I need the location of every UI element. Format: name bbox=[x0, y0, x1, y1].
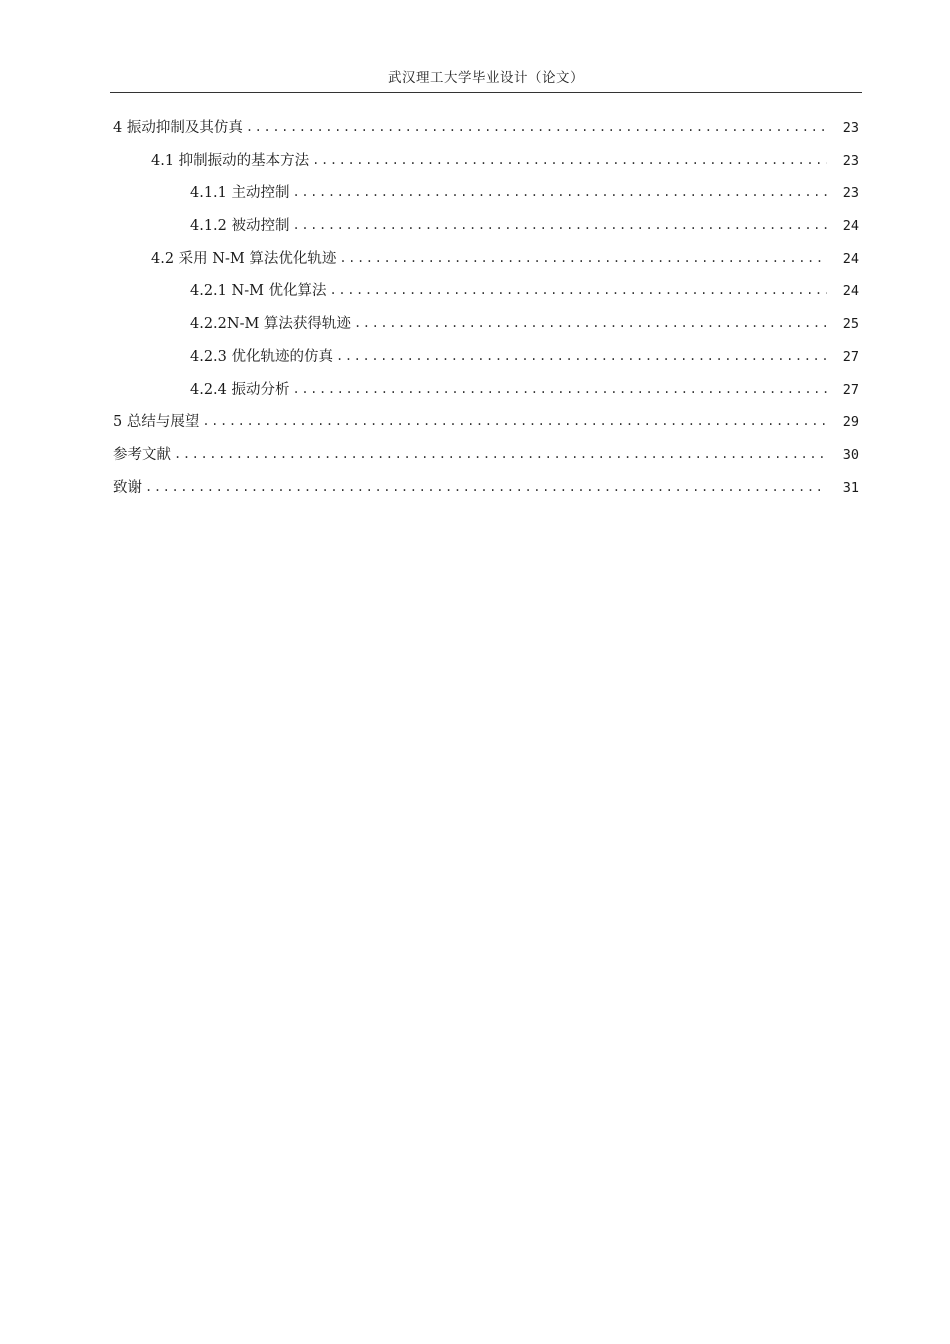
toc-entry-label: 4.2 采用 N-M 算法优化轨迹 bbox=[151, 250, 337, 267]
toc-entry[interactable] bbox=[113, 312, 859, 345]
toc-entry-label: 4.2.3 优化轨迹的仿真 bbox=[190, 348, 334, 365]
toc-entry-label: 4.1.1 主动控制 bbox=[190, 185, 290, 202]
toc-entry-label: 参考文献 bbox=[113, 446, 171, 463]
toc-entry-page: 27 bbox=[842, 381, 859, 398]
toc-entry[interactable] bbox=[113, 476, 859, 509]
toc-entry-label: 4.1 抑制振动的基本方法 bbox=[151, 152, 310, 169]
toc-entry-page: 29 bbox=[842, 414, 859, 431]
toc-entry-page: 24 bbox=[842, 250, 859, 267]
toc-entry-label: 4.2.4 振动分析 bbox=[190, 381, 290, 398]
toc-entry-page: 23 bbox=[842, 152, 859, 169]
toc-entry[interactable] bbox=[113, 378, 859, 411]
toc-dot-leader bbox=[330, 283, 827, 297]
toc-entry-label: 4 振动抑制及其仿真 bbox=[113, 120, 243, 136]
toc-dot-leader bbox=[293, 218, 827, 232]
toc-entry-page: 27 bbox=[842, 348, 859, 365]
toc-dot-leader bbox=[336, 349, 827, 363]
toc-entry-page: 30 bbox=[842, 446, 859, 463]
toc-entry-label: 4.2.1 N-M 优化算法 bbox=[190, 283, 327, 300]
toc-entry-label: 致谢 bbox=[113, 479, 142, 496]
toc-dot-leader bbox=[202, 414, 827, 428]
toc-entry-page: 31 bbox=[842, 479, 859, 496]
toc-entry-page: 25 bbox=[842, 316, 859, 333]
running-header: 武汉理工大学毕业设计（论文） bbox=[388, 70, 584, 86]
toc-dot-leader bbox=[312, 153, 827, 167]
toc-entry[interactable] bbox=[113, 214, 859, 247]
toc-dot-leader bbox=[174, 447, 827, 461]
toc-entry-label: 4.2.2N-M 算法获得轨迹 bbox=[190, 316, 351, 333]
header-rule bbox=[110, 92, 862, 93]
toc-dot-leader bbox=[246, 120, 827, 134]
toc-entry-label: 4.1.2 被动控制 bbox=[190, 218, 290, 235]
toc-entry[interactable] bbox=[113, 116, 859, 149]
toc-dot-leader bbox=[339, 251, 827, 265]
toc-dot-leader bbox=[293, 185, 827, 199]
toc-entry-page: 23 bbox=[842, 185, 859, 202]
toc-entry[interactable] bbox=[113, 247, 859, 280]
toc-entry-page: 24 bbox=[842, 218, 859, 235]
toc-entry[interactable] bbox=[113, 410, 859, 443]
table-of-contents bbox=[113, 116, 859, 508]
toc-entry[interactable] bbox=[113, 443, 859, 476]
toc-dot-leader bbox=[354, 316, 827, 330]
toc-entry[interactable] bbox=[113, 345, 859, 378]
toc-entry[interactable] bbox=[113, 149, 859, 182]
toc-dot-leader bbox=[145, 480, 827, 494]
toc-dot-leader bbox=[293, 382, 827, 396]
toc-entry[interactable] bbox=[113, 181, 859, 214]
toc-entry-page: 24 bbox=[842, 283, 859, 300]
toc-entry-label: 5 总结与展望 bbox=[113, 414, 200, 431]
toc-entry[interactable] bbox=[113, 279, 859, 312]
toc-entry-page: 23 bbox=[842, 120, 859, 136]
